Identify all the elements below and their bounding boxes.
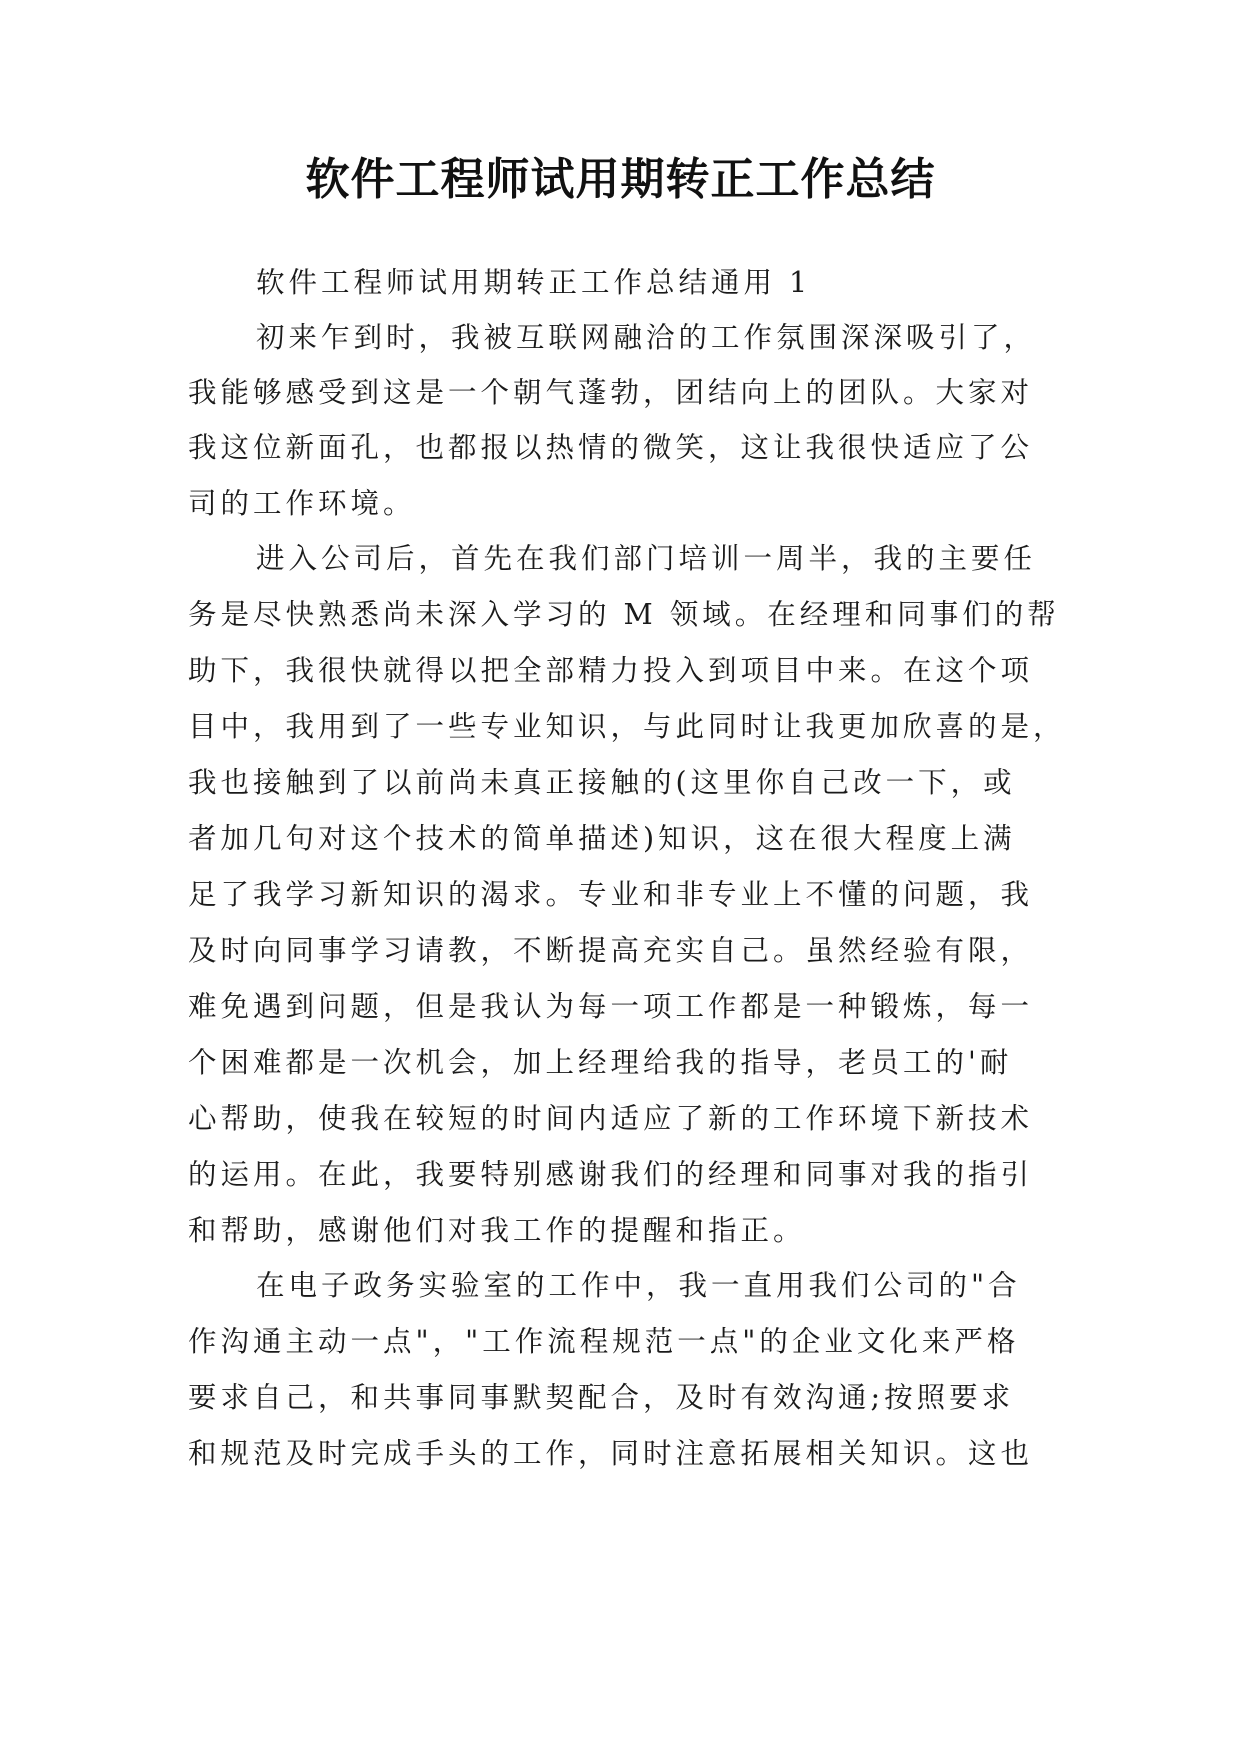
paragraph-line: 足了我学习新知识的渴求。专业和非专业上不懂的问题，我 bbox=[188, 878, 1034, 911]
paragraph-line: 心帮助，使我在较短的时间内适应了新的工作环境下新技术 bbox=[188, 1102, 1034, 1135]
paragraph-line: 我这位新面孔，也都报以热情的微笑，这让我很快适应了公 bbox=[188, 431, 1034, 464]
paragraph-line: 务是尽快熟悉尚未深入学习的 M 领域。在经理和同事们的帮 bbox=[188, 598, 1060, 631]
paragraph-line: 在电子政务实验室的工作中，我一直用我们公司的"合 bbox=[256, 1269, 1021, 1302]
paragraph-line: 要求自己，和共事同事默契配合，及时有效沟通;按照要求 bbox=[188, 1381, 1015, 1414]
paragraph-line: 的运用。在此，我要特别感谢我们的经理和同事对我的指引 bbox=[188, 1158, 1034, 1191]
paragraph-line: 个困难都是一次机会，加上经理给我的指导，老员工的'耐 bbox=[188, 1046, 1013, 1079]
paragraph-line: 难免遇到问题，但是我认为每一项工作都是一种锻炼，每一 bbox=[188, 990, 1034, 1023]
paragraph-line: 作沟通主动一点"，"工作流程规范一点"的企业文化来严格 bbox=[188, 1325, 1020, 1358]
paragraph-line: 助下，我很快就得以把全部精力投入到项目中来。在这个项 bbox=[188, 654, 1034, 687]
paragraph-line: 者加几句对这个技术的简单描述)知识，这在很大程度上满 bbox=[188, 822, 1016, 855]
section-heading: 软件工程师试用期转正工作总结通用 1 bbox=[256, 266, 812, 299]
paragraph-line: 和帮助，感谢他们对我工作的提醒和指正。 bbox=[188, 1214, 806, 1247]
document-title: 软件工程师试用期转正工作总结 bbox=[305, 154, 936, 205]
paragraph-line: 司的工作环境。 bbox=[188, 487, 416, 520]
paragraph-line: 初来乍到时，我被互联网融洽的工作氛围深深吸引了， bbox=[256, 321, 1037, 354]
paragraph-line: 及时向同事学习请教，不断提高充实自己。虽然经验有限， bbox=[188, 934, 1034, 967]
paragraph-line: 我能够感受到这是一个朝气蓬勃，团结向上的团队。大家对 bbox=[188, 376, 1034, 409]
paragraph-line: 和规范及时完成手头的工作，同时注意拓展相关知识。这也 bbox=[188, 1437, 1034, 1470]
paragraph-line: 目中，我用到了一些专业知识，与此同时让我更加欣喜的是， bbox=[188, 710, 1066, 743]
paragraph-line: 进入公司后，首先在我们部门培训一周半，我的主要任 bbox=[256, 542, 1037, 575]
paragraph-line: 我也接触到了以前尚未真正接触的(这里你自己改一下，或 bbox=[188, 766, 1016, 799]
